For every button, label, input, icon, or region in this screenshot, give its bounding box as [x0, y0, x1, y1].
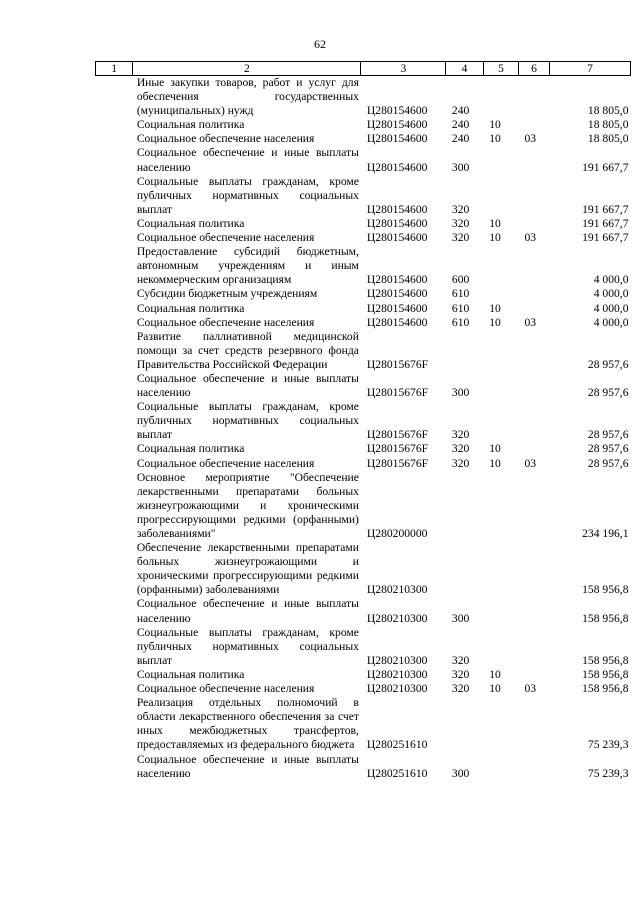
row-name: Социальная политика: [136, 216, 245, 230]
section-code: [483, 287, 518, 301]
expense-type: 610: [451, 315, 470, 329]
column-header: 4: [446, 62, 483, 76]
target-code: Ц280154600: [366, 216, 428, 230]
expense-type: 300: [451, 160, 470, 174]
row-name: Предоставление субсидий бюджетным, автономным учреждениям и иным некоммерческим организациям: [136, 245, 359, 287]
section-code: [483, 245, 518, 287]
empty-cell: [96, 668, 133, 682]
budget-table: [95, 61, 631, 781]
expense-type: 610: [451, 287, 470, 301]
empty-cell: [96, 753, 133, 781]
target-code: Ц280251610: [366, 766, 428, 780]
subsection-code: [518, 597, 549, 625]
row-amount: 28 957,6: [587, 386, 629, 400]
row-amount: 158 956,8: [582, 653, 629, 667]
row-amount: 4 000,0: [593, 301, 629, 315]
empty-cell: [96, 471, 133, 541]
row-name: Субсидии бюджетным учреждениям: [136, 287, 318, 301]
empty-cell: [96, 175, 133, 217]
subsection-code: 03: [524, 315, 537, 329]
empty-cell: [96, 302, 133, 316]
section-code: [483, 471, 518, 541]
section-code: [483, 541, 518, 597]
table-row: [96, 372, 631, 400]
row-amount: 75 239,3: [587, 738, 629, 752]
target-code: Ц280154600: [366, 231, 428, 245]
empty-cell: [96, 400, 133, 442]
row-amount: 28 957,6: [587, 428, 629, 442]
subsection-code: [518, 330, 549, 372]
target-code: Ц28015676F: [366, 456, 429, 470]
target-code: Ц28015676F: [366, 386, 429, 400]
row-amount: 75 239,3: [587, 766, 629, 780]
row-name: Социальное обеспечение и иные выплаты населению: [136, 371, 359, 400]
row-name: Социальные выплаты гражданам, кроме публичных нормативных социальных выплат: [136, 625, 359, 667]
row-name: Обеспечение лекарственными препаратами больных жизнеугрожающими и хроническими прогрессирующими редкими (орфанными) заболеваниями: [136, 541, 359, 597]
column-header-row: [96, 62, 631, 76]
subsection-code: [518, 372, 549, 400]
row-amount: 18 805,0: [587, 104, 629, 118]
expense-type: [446, 471, 483, 541]
subsection-code: [518, 400, 549, 442]
expense-type: 320: [451, 442, 470, 456]
subsection-code: [518, 696, 549, 752]
row-name: Социальное обеспечение населения: [136, 132, 315, 146]
row-amount: 4 000,0: [593, 273, 629, 287]
empty-cell: [96, 132, 133, 146]
table-row: [96, 626, 631, 668]
target-code: Ц280154600: [366, 132, 428, 146]
empty-cell: [96, 372, 133, 400]
empty-cell: [96, 316, 133, 330]
row-name: Социальное обеспечение и иные выплаты населению: [136, 597, 359, 625]
table-row: [96, 76, 631, 119]
row-amount: 158 956,8: [582, 611, 629, 625]
target-code: Ц280154600: [366, 287, 428, 301]
row-amount: 191 667,7: [582, 202, 629, 216]
expense-type: 300: [451, 386, 470, 400]
target-code: Ц280154600: [366, 160, 428, 174]
target-code: Ц280210300: [366, 611, 428, 625]
row-name: Социальное обеспечение населения: [136, 456, 315, 470]
table-row: [96, 231, 631, 245]
section-code: [483, 597, 518, 625]
target-code: Ц280210300: [366, 653, 428, 667]
empty-cell: [96, 245, 133, 287]
column-header: 5: [483, 62, 518, 76]
empty-cell: [96, 231, 133, 245]
expense-type: 320: [451, 202, 470, 216]
table-row: [96, 753, 631, 781]
subsection-code: [518, 471, 549, 541]
subsection-code: [518, 118, 549, 132]
table-row: [96, 316, 631, 330]
empty-cell: [96, 287, 133, 301]
subsection-code: 03: [524, 682, 537, 696]
row-name: Социальная политика: [136, 301, 245, 315]
row-name: Социальное обеспечение населения: [136, 682, 315, 696]
empty-cell: [96, 696, 133, 752]
row-name: Социальные выплаты гражданам, кроме публичных нормативных социальных выплат: [136, 400, 359, 442]
section-code: [483, 146, 518, 174]
subsection-code: [518, 626, 549, 668]
expense-type: [446, 330, 483, 372]
row-amount: 28 957,6: [587, 442, 629, 456]
empty-cell: [96, 541, 133, 597]
row-name: Реализация отдельных полномочий в области лекарственного обеспечения за счет иных межбюджетных трансфертов, предоставляемых из федерального бюджета: [136, 696, 359, 752]
target-code: Ц280200000: [366, 527, 428, 540]
expense-type: 610: [451, 301, 470, 315]
subsection-code: [518, 541, 549, 597]
section-code: 10: [489, 682, 501, 696]
table-row: [96, 118, 631, 132]
section-code: [483, 372, 518, 400]
expense-type: [446, 696, 483, 752]
target-code: Ц280154600: [366, 118, 428, 132]
table-row: [96, 132, 631, 146]
target-code: Ц280154600: [366, 315, 428, 329]
expense-type: [446, 541, 483, 597]
empty-cell: [96, 442, 133, 456]
subsection-code: 03: [524, 456, 537, 470]
table-row: [96, 471, 631, 541]
subsection-code: 03: [524, 132, 537, 146]
target-code: Ц280154600: [366, 202, 428, 216]
row-name: Социальная политика: [136, 118, 245, 132]
expense-type: 320: [451, 231, 470, 245]
row-name: Основное мероприятие "Обеспечение лекарственными препаратами больных жизнеугрожающими и хроническими прогрессирующими редкими (орфанными) заболеваниями": [136, 470, 359, 540]
table-row: [96, 330, 631, 372]
section-code: 10: [489, 216, 501, 230]
expense-type: 240: [451, 118, 470, 132]
table-row: [96, 682, 631, 696]
row-amount: 4 000,0: [593, 315, 629, 329]
section-code: 10: [489, 667, 501, 681]
row-amount: 4 000,0: [593, 287, 629, 301]
subsection-code: [518, 175, 549, 217]
section-code: [483, 696, 518, 752]
target-code: Ц280210300: [366, 667, 428, 681]
section-code: 10: [489, 456, 501, 470]
row-name: Социальная политика: [136, 667, 245, 681]
section-code: 10: [489, 442, 501, 456]
target-code: Ц280251610: [366, 738, 428, 752]
table-row: [96, 541, 631, 597]
row-name: Социальная политика: [136, 442, 245, 456]
row-name: Социальное обеспечение населения: [136, 315, 315, 329]
empty-cell: [96, 597, 133, 625]
table-row: [96, 457, 631, 471]
table-row: [96, 146, 631, 174]
subsection-code: [518, 217, 549, 231]
table-row: [96, 400, 631, 442]
row-amount: 234 196,1: [582, 527, 629, 540]
target-code: Ц28015676F: [366, 357, 429, 371]
subsection-code: [518, 146, 549, 174]
column-header: 2: [133, 62, 361, 76]
page-number: 62: [314, 37, 326, 51]
column-header: 1: [96, 62, 133, 76]
expense-type: 300: [451, 766, 470, 780]
subsection-code: [518, 76, 549, 119]
expense-type: 320: [451, 456, 470, 470]
target-code: Ц280210300: [366, 583, 428, 597]
table-row: [96, 287, 631, 301]
expense-type: 320: [451, 216, 470, 230]
table-row: [96, 217, 631, 231]
row-name: Развитие паллиативной медицинской помощи за счет средств резервного фонда Правительства Российской Федерации: [136, 329, 359, 371]
section-code: 10: [489, 315, 501, 329]
row-amount: 18 805,0: [587, 132, 629, 146]
empty-cell: [96, 217, 133, 231]
target-code: Ц280154600: [366, 104, 428, 118]
row-amount: 28 957,6: [587, 357, 629, 371]
expense-type: 320: [451, 667, 470, 681]
table-row: [96, 302, 631, 316]
row-name: Иные закупки товаров, работ и услуг для обеспечения государственных (муниципальных) нужд: [136, 76, 359, 118]
expense-type: 240: [451, 132, 470, 146]
empty-cell: [96, 626, 133, 668]
row-amount: 158 956,8: [582, 682, 629, 696]
column-header: 6: [518, 62, 549, 76]
section-code: [483, 626, 518, 668]
target-code: Ц28015676F: [366, 442, 429, 456]
subsection-code: [518, 668, 549, 682]
target-code: Ц280210300: [366, 682, 428, 696]
subsection-code: 03: [524, 231, 537, 245]
table-row: [96, 442, 631, 456]
column-header: 3: [361, 62, 446, 76]
section-code: [483, 175, 518, 217]
target-code: Ц28015676F: [366, 428, 429, 442]
subsection-code: [518, 442, 549, 456]
empty-cell: [96, 146, 133, 174]
section-code: 10: [489, 231, 501, 245]
row-name: Социальное обеспечение населения: [136, 231, 315, 245]
column-header: 7: [550, 62, 631, 76]
subsection-code: [518, 287, 549, 301]
row-amount: 18 805,0: [587, 118, 629, 132]
table-row: [96, 175, 631, 217]
row-name: Социальные выплаты гражданам, кроме публичных нормативных социальных выплат: [136, 174, 359, 216]
table-row: [96, 668, 631, 682]
section-code: [483, 76, 518, 119]
row-amount: 191 667,7: [582, 216, 629, 230]
table-row: [96, 245, 631, 287]
subsection-code: [518, 753, 549, 781]
section-code: 10: [489, 118, 501, 132]
section-code: 10: [489, 132, 501, 146]
section-code: [483, 753, 518, 781]
empty-cell: [96, 76, 133, 119]
expense-type: 300: [451, 611, 470, 625]
empty-cell: [96, 682, 133, 696]
row-amount: 158 956,8: [582, 583, 629, 597]
empty-cell: [96, 118, 133, 132]
expense-type: 320: [451, 653, 470, 667]
row-amount: 28 957,6: [587, 456, 629, 470]
section-code: [483, 330, 518, 372]
row-name: Социальное обеспечение и иные выплаты населению: [136, 752, 359, 780]
table-row: [96, 597, 631, 625]
table-row: [96, 696, 631, 752]
row-name: Социальное обеспечение и иные выплаты населению: [136, 146, 359, 174]
subsection-code: [518, 302, 549, 316]
expense-type: 320: [451, 682, 470, 696]
target-code: Ц280154600: [366, 273, 428, 287]
section-code: 10: [489, 301, 501, 315]
target-code: Ц280154600: [366, 301, 428, 315]
empty-cell: [96, 457, 133, 471]
section-code: [483, 400, 518, 442]
expense-type: 240: [451, 104, 470, 118]
row-amount: 191 667,7: [582, 160, 629, 174]
row-amount: 191 667,7: [582, 231, 629, 245]
expense-type: 600: [451, 273, 470, 287]
subsection-code: [518, 245, 549, 287]
empty-cell: [96, 330, 133, 372]
row-amount: 158 956,8: [582, 667, 629, 681]
expense-type: 320: [451, 428, 470, 442]
